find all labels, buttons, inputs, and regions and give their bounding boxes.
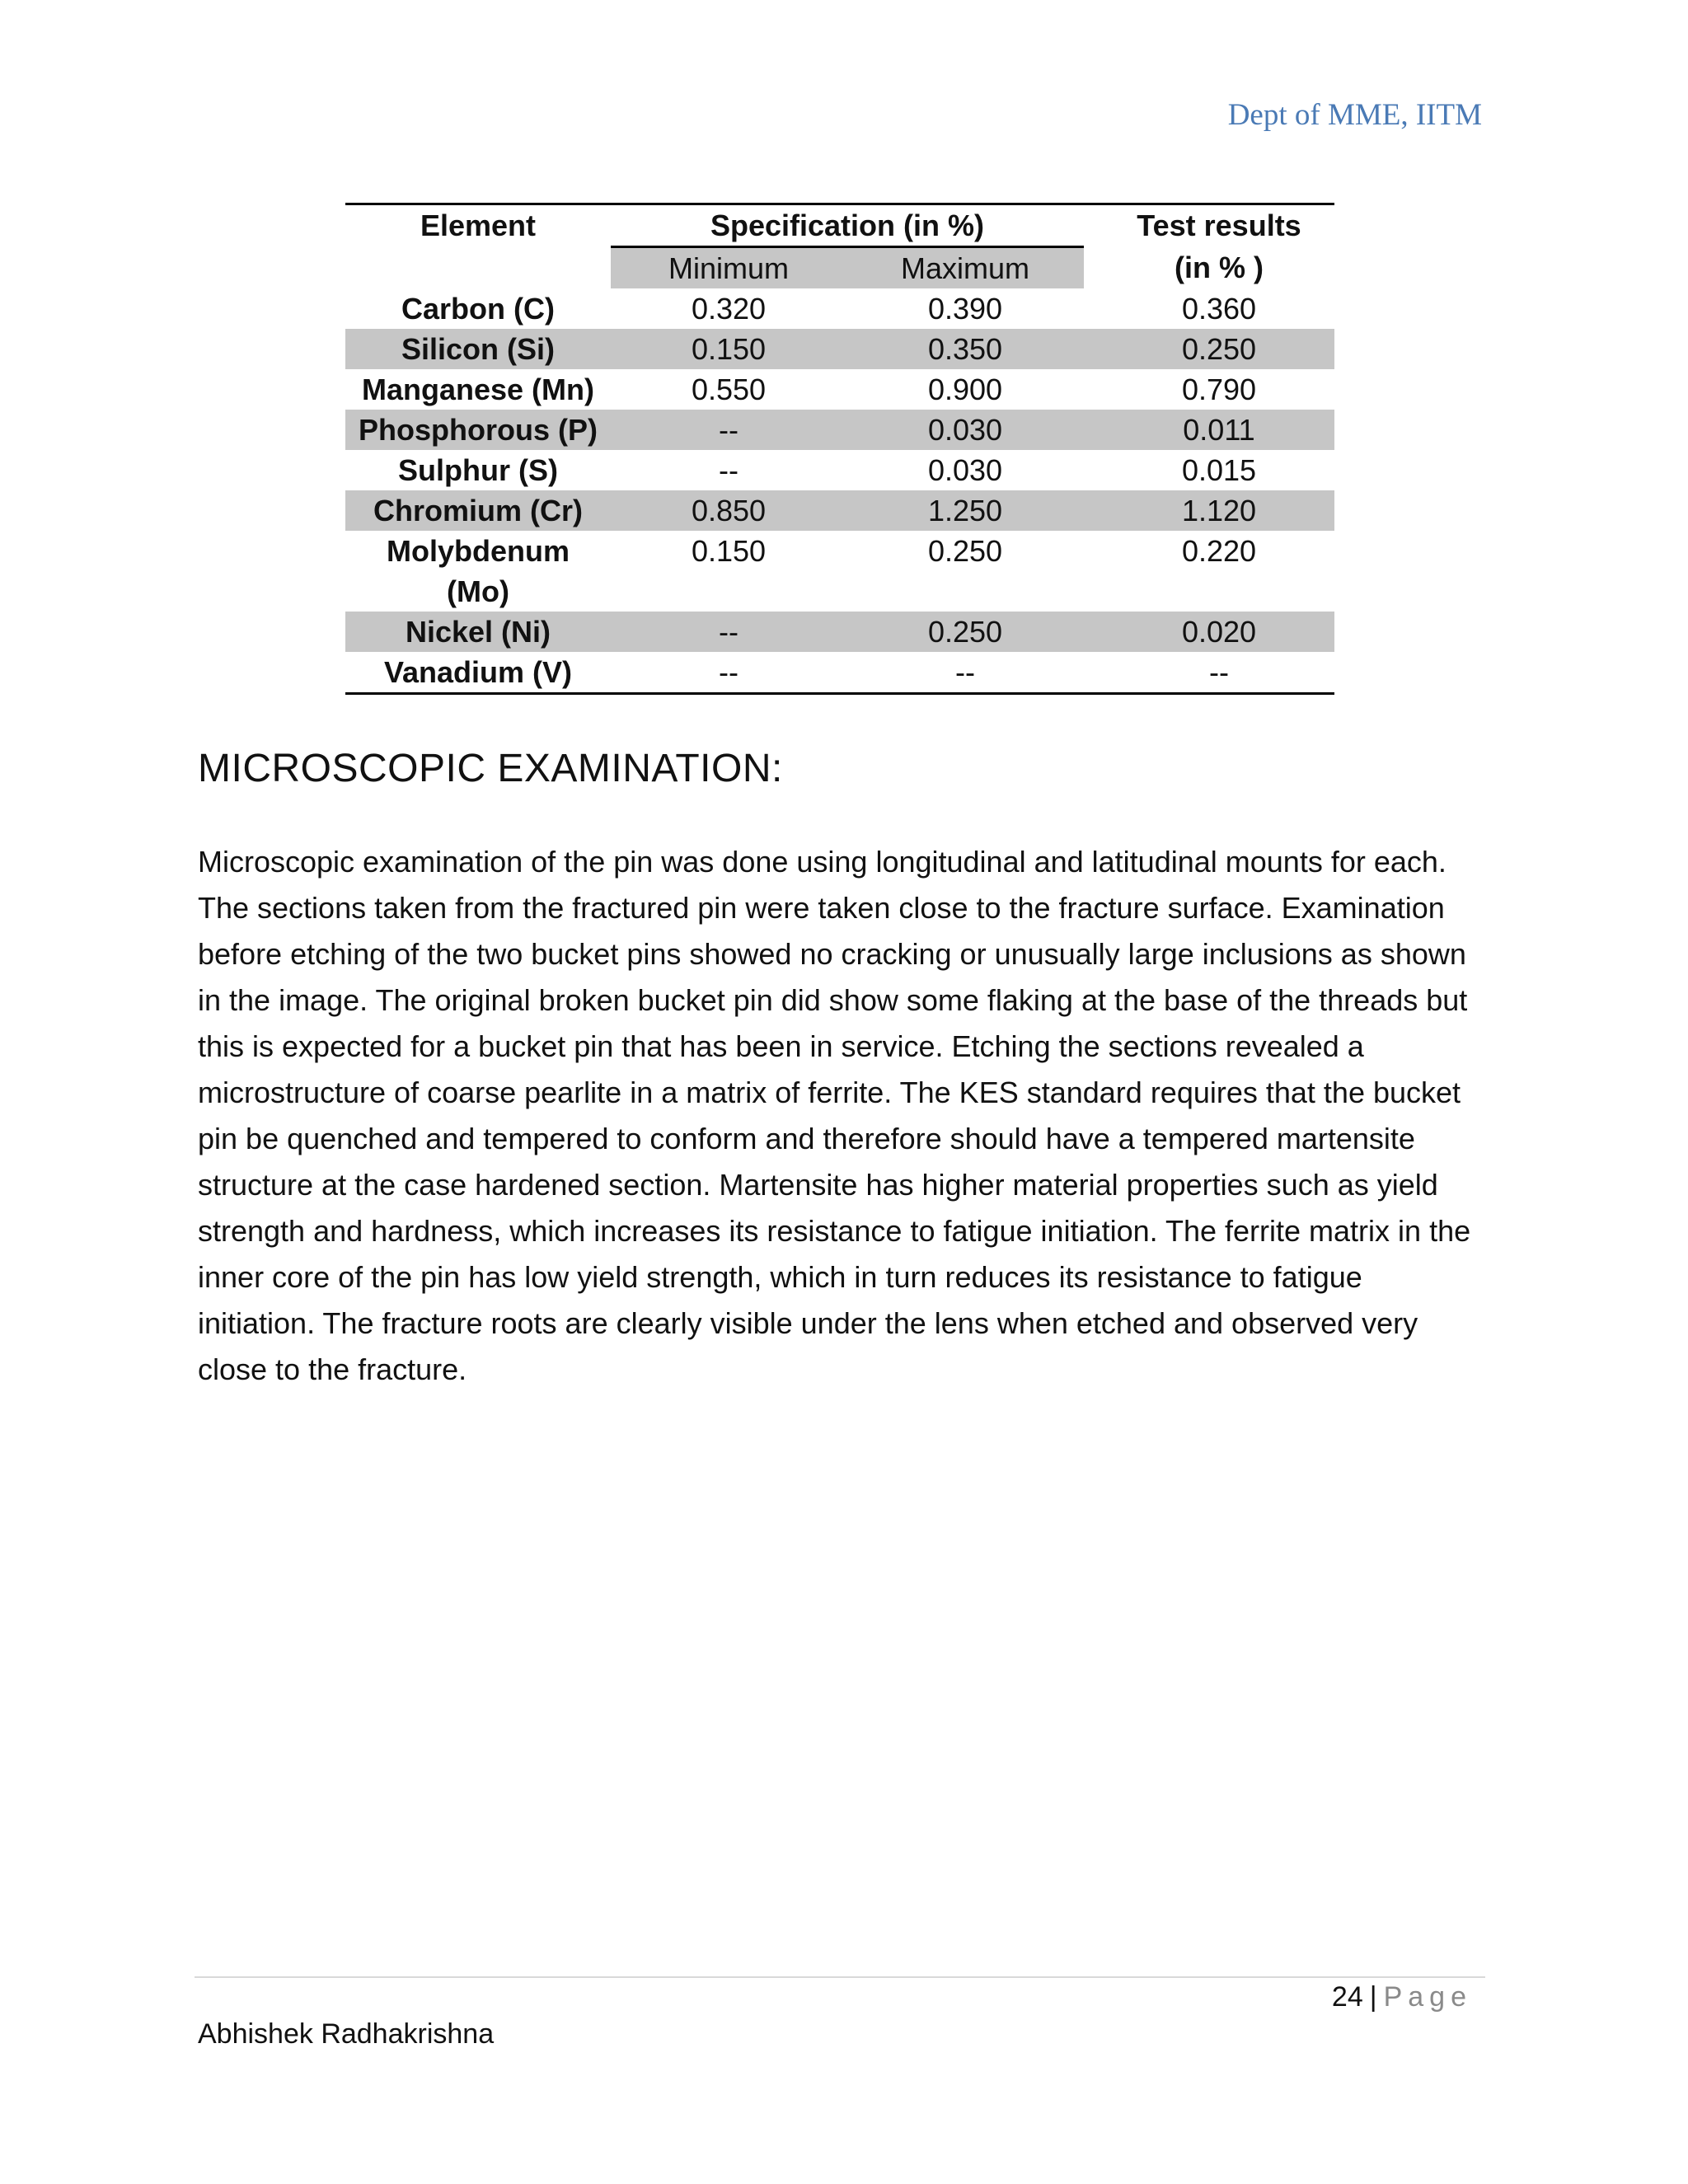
table-row	[345, 450, 1334, 490]
table-row	[345, 410, 1334, 450]
spec-min-value: --	[719, 453, 738, 487]
header-gap-cell	[1084, 204, 1104, 247]
spec-max-value: 0.390	[927, 292, 1003, 326]
table-row	[345, 531, 1334, 612]
page-header: Dept of MME, IITM	[1227, 98, 1482, 132]
element-name: Manganese (Mn)	[361, 373, 595, 406]
element-name-line1: Molybdenum	[387, 534, 570, 568]
footer-author: Abhishek Radhakrishna	[198, 2018, 495, 2050]
element-name	[345, 531, 611, 612]
table-row	[345, 652, 1334, 694]
row-gap-cell	[1084, 410, 1104, 450]
page-label: Page	[1383, 1981, 1472, 2013]
spec-max-value: 0.030	[846, 410, 1084, 450]
row-gap-cell	[1084, 490, 1104, 531]
table-row	[345, 288, 1334, 329]
element-name: Chromium (Cr)	[345, 490, 611, 531]
subheader-empty-cell	[345, 247, 611, 289]
test-result-value: 0.790	[1181, 373, 1257, 406]
test-results-header-line1: Test results	[1137, 209, 1301, 242]
table-row	[345, 329, 1334, 369]
row-gap-cell	[1084, 612, 1104, 652]
spec-min-value: --	[611, 410, 846, 450]
specification-column-header: Specification (in %)	[611, 204, 1084, 247]
element-name: Nickel (Ni)	[345, 612, 611, 652]
page-number: 24	[1331, 1981, 1363, 2013]
spec-max-value: 0.250	[846, 612, 1084, 652]
table-header-row	[345, 204, 1334, 247]
spec-max-value: --	[955, 655, 975, 689]
element-name: Carbon (C)	[401, 292, 555, 326]
element-name: Phosphorous (P)	[345, 410, 611, 450]
test-result-value: 0.360	[1181, 292, 1257, 326]
row-gap-cell	[1084, 652, 1104, 694]
test-result-value: 0.220	[1181, 534, 1257, 568]
footer-divider	[195, 1976, 1485, 1978]
test-result-value: 0.011	[1104, 410, 1334, 450]
page-footer	[1332, 1981, 1472, 2013]
spec-max-value: 1.250	[846, 490, 1084, 531]
test-result-value: 0.015	[1181, 453, 1257, 487]
spec-min-value: 0.850	[611, 490, 846, 531]
table-subheader-row	[345, 247, 1334, 289]
maximum-column-header: Maximum	[846, 247, 1084, 289]
spec-min-value: --	[611, 612, 846, 652]
table-row	[345, 490, 1334, 531]
row-gap-cell	[1084, 369, 1104, 410]
spec-max-value: 0.350	[846, 329, 1084, 369]
spec-min-value: --	[719, 655, 738, 689]
spec-max-value: 0.250	[927, 534, 1003, 568]
spec-max-value: 0.900	[927, 373, 1003, 406]
table-row	[345, 612, 1334, 652]
spec-min-value: 0.150	[691, 534, 767, 568]
page-separator: |	[1369, 1981, 1377, 2013]
test-result-value: 0.020	[1104, 612, 1334, 652]
minimum-column-header: Minimum	[611, 247, 846, 289]
row-gap-cell	[1084, 288, 1104, 329]
element-name-line2: (Mo)	[447, 574, 509, 608]
test-result-value: 1.120	[1104, 490, 1334, 531]
element-column-header: Element	[420, 209, 537, 242]
row-gap-cell	[1084, 450, 1104, 490]
spec-max-value: 0.030	[927, 453, 1003, 487]
chemical-composition-table	[345, 203, 1334, 695]
body-paragraph: Microscopic examination of the pin was done using longitudinal and latitudinal mounts for each. The sections taken from the fractured pin were taken close to the fracture surface. Examination before etching of the two bucket pins showed no cracking or unusually large inclusions as shown in the image. The original broken bucket pin did show some flaking at the base of the threads but this is expected for a bucket pin that has been in service. Etching the sections revealed a microstructure of coarse pearlite in a matrix of ferrite. The KES standard requires that the bucket pin be quenched and tempered to conform and therefore should have a tempered martensite structure at the case hardened section. Martensite has higher material properties such as yield strength and hardness, which increases its resistance to fatigue initiation. The ferrite matrix in the inner core of the pin has low yield strength, which in turn reduces its resistance to fatigue initiation. The fracture roots are clearly visible under the lens when etched and observed very close to the fracture.	[198, 845, 1471, 1386]
row-gap-cell	[1084, 329, 1104, 369]
element-name: Silicon (Si)	[345, 329, 611, 369]
element-name: Vanadium (V)	[383, 655, 573, 689]
test-results-header-line2: (in % )	[1175, 250, 1264, 284]
spec-min-value: 0.150	[611, 329, 846, 369]
spec-min-value: 0.550	[691, 373, 767, 406]
element-name: Sulphur (S)	[398, 453, 558, 487]
spec-min-value: 0.320	[691, 292, 767, 326]
test-result-value: --	[1209, 655, 1229, 689]
section-title: MICROSCOPIC EXAMINATION:	[198, 747, 783, 790]
test-result-value: 0.250	[1104, 329, 1334, 369]
subheader-gap-cell	[1084, 247, 1104, 289]
table-row	[345, 369, 1334, 410]
row-gap-cell	[1084, 531, 1104, 612]
